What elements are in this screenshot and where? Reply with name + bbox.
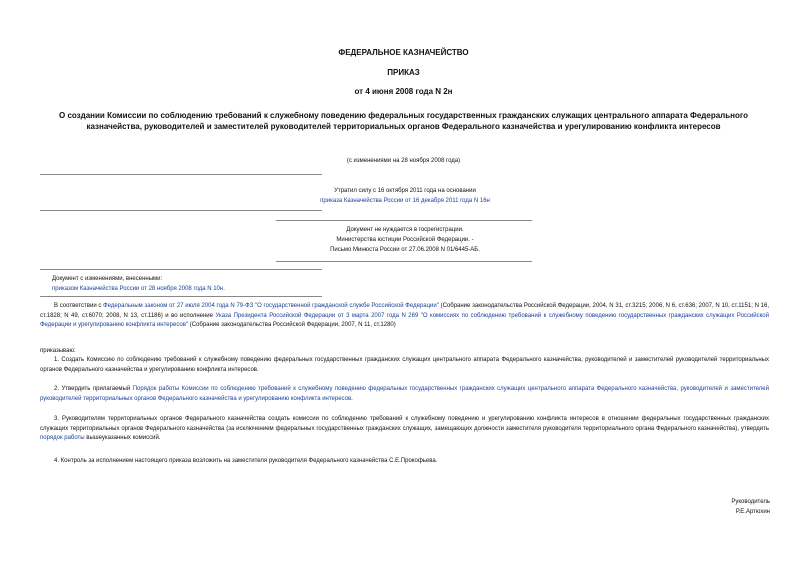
- amendments-note: (с изменениями на 28 ноября 2008 года): [346, 158, 461, 164]
- separator-line: [40, 174, 322, 175]
- preamble-text: (Собрание законодательства Российской Федерации, 2007, N 11, ст.1280): [188, 322, 396, 328]
- preamble-text: (Собрание законодательства Российской Федерации, 2004, N 31, ст.3215; 2006, N 6, ст.636; 2007, N 10, ст.1151; N 16, ст.1828; N 49, ст.6070; 2008, N 13, ст.1186) и во исполнение: [40, 303, 770, 319]
- item-3-text-end: вышеуказанных комиссий.: [84, 435, 161, 441]
- registration-line-1: Документ не нуждается в госрегистрации.: [346, 227, 464, 233]
- item-3-text: 3. Руководителям территориальных органов Федерального казначейства создать комиссии по соблюдению требований к служебному поведению и урегулированию конфликта интересов в отношении федеральных государственных гражданских служащих территориальных органов Федерального казначейства (за исключением федеральных государственных гражданских служащих, замещающих должности заместителя руководителя территориального органа Федерального казначейства), утвердить: [40, 416, 769, 432]
- item-1: 1. Создать Комиссию по соблюдению требований к служебному поведению федеральных государственных гражданских служащих центрального аппарата Федерального казначейства, руководителей и заместителей руководителей территориальных органов Федерального казначейства и урегулированию конфликта интересов.: [40, 357, 769, 373]
- signature-name: Р.Е.Артюхин: [735, 509, 770, 515]
- separator-line: [40, 210, 322, 211]
- registration-line-2: Министерства юстиции Российской Федерации. -: [336, 237, 474, 243]
- date-number-heading: от 4 июня 2008 года N 2н: [354, 87, 453, 96]
- changes-label: Документ с изменениями, внесенными:: [52, 276, 163, 282]
- item-2-text-end: .: [351, 395, 353, 402]
- separator-line: [276, 261, 532, 262]
- signature-block: [731, 497, 770, 517]
- procedure-link[interactable]: Порядок работы Комиссии по соблюдению требований к служебному поведению федеральных государственных гражданских служащих центрального аппарата Федерального казначейства, руководителей и заместителей руководителей территориальных органов Федерального казначейства и урегулированию конфликта интересов: [40, 386, 769, 402]
- order-word: приказываю:: [40, 348, 76, 354]
- separator-line: [276, 220, 532, 221]
- presidential-decree-link[interactable]: Указа Президента Российской Федерации от 3 марта 2007 года N 269 "О комиссиях по соблюдению требований к служебному поведению государственных гражданских служащих Российской Федерации и урегулированию конфликта интересов": [40, 312, 769, 328]
- item-3: [40, 415, 769, 444]
- work-procedure-link[interactable]: порядок работы: [40, 435, 85, 441]
- registration-line-3: Письмо Минюста России от 27.06.2008 N 01/6445-АБ.: [330, 247, 480, 253]
- document-title: О создании Комиссии по соблюдению требований к служебному поведению федеральных государственных гражданских служащих центрального аппарата Федерального казначейства, руководителей и заместителей руководителей территориальных органов Федерального казначейства и урегулированию конфликта интересов: [59, 111, 748, 131]
- separator-line: [40, 296, 322, 297]
- doc-type-heading: ПРИКАЗ: [387, 68, 420, 77]
- separator-line: [40, 269, 322, 270]
- preamble-paragraph: [40, 302, 769, 331]
- changes-note: [52, 274, 352, 294]
- lost-force-link[interactable]: приказа Казначейства России от 16 декабря 2011 года N 16н: [320, 198, 490, 204]
- preamble-text: В соответствии с: [54, 303, 104, 309]
- signature-role: Руководитель: [731, 499, 770, 505]
- item-2-text: 2. Утвердить прилагаемый: [54, 386, 133, 392]
- lost-force-note: [180, 186, 630, 206]
- registration-note: [180, 225, 630, 255]
- federal-law-link[interactable]: Федеральным законом от 27 июля 2004 года N 79-ФЗ "О государственной гражданской службе Российской Федерации": [103, 303, 439, 309]
- item-2: [40, 385, 769, 404]
- issuer-heading: ФЕДЕРАЛЬНОЕ КАЗНАЧЕЙСТВО: [338, 48, 469, 57]
- lost-force-text: Утратил силу с 16 октября 2011 года на основании: [334, 188, 476, 194]
- changes-link[interactable]: приказом Казначейства России от 28 ноября 2008 года N 10н.: [52, 286, 225, 292]
- item-4: 4. Контроль за исполнением настоящего приказа возложить на заместителя руководителя Федерального казначейства С.Е.Прокофьева.: [54, 458, 438, 464]
